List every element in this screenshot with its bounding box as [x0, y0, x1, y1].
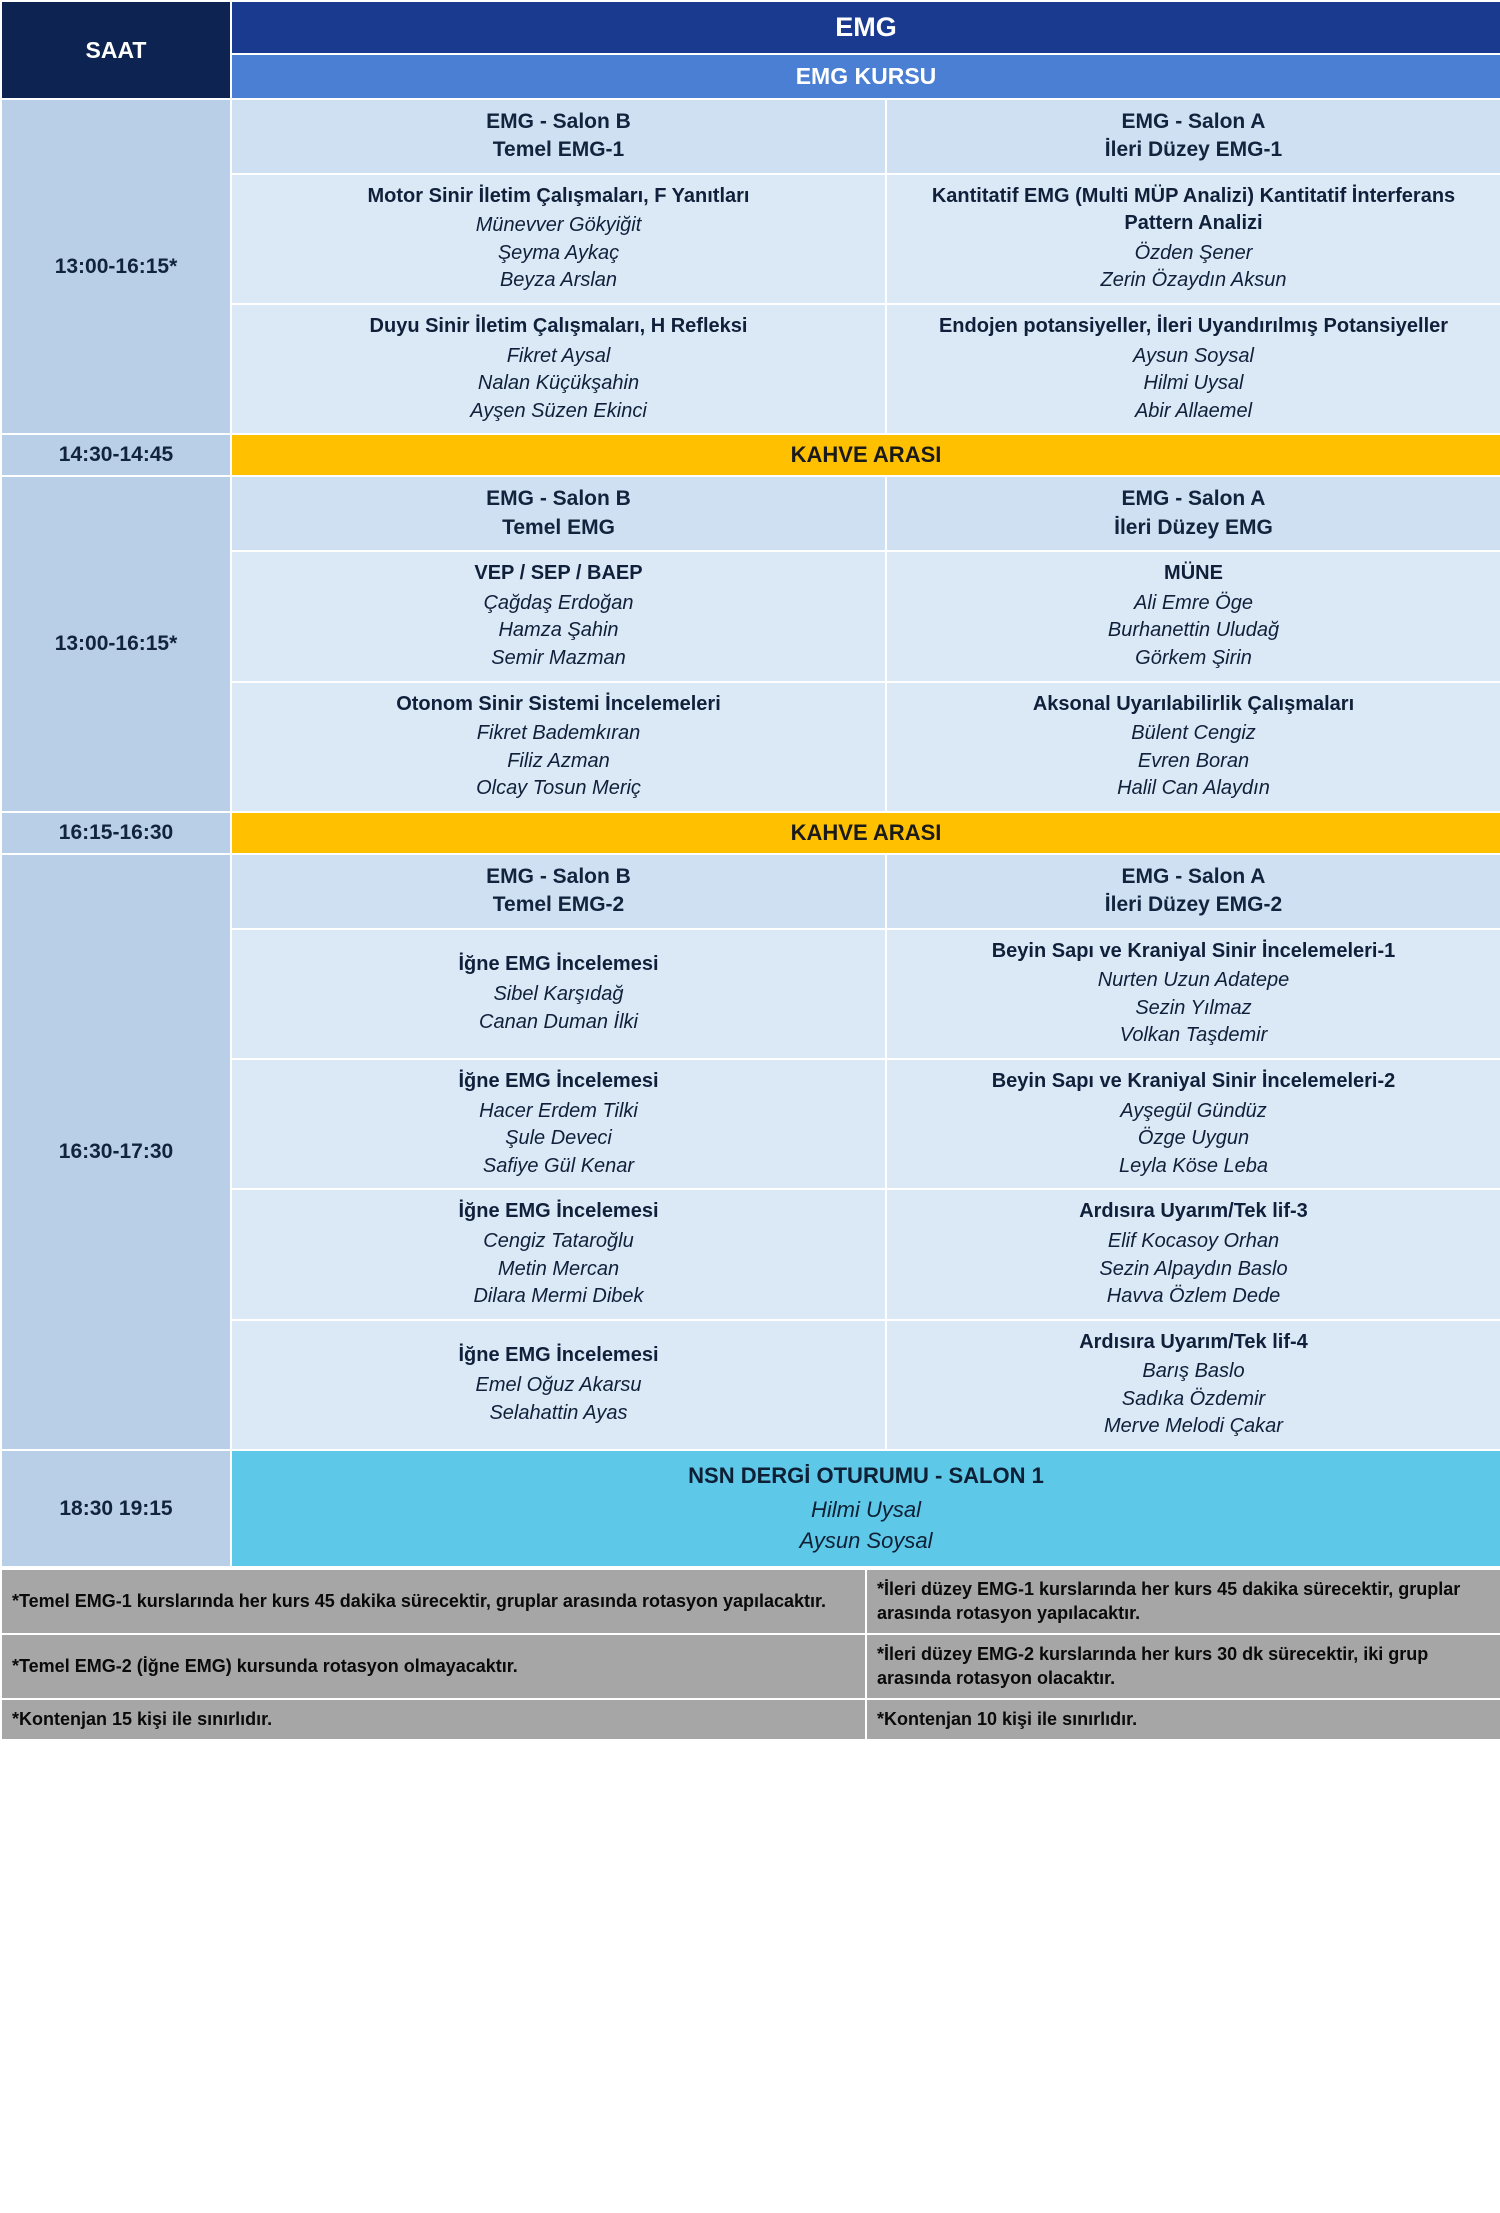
salon-b-header: [231, 476, 886, 551]
note-right: *Kontenjan 10 kişi ile sınırlıdır.: [866, 1699, 1500, 1740]
salon-a-header: [886, 99, 1500, 174]
session-speaker: Sezin Yılmaz: [1135, 996, 1252, 1019]
break-row: [1, 812, 1500, 854]
notes-row: [1, 1569, 1500, 1634]
break-time: 14:30-14:45: [1, 434, 231, 476]
note-left: *Kontenjan 15 kişi ile sınırlıdır.: [1, 1699, 866, 1740]
session-title: İğne EMG İncelemesi: [458, 1200, 659, 1223]
session-speaker: Halil Can Alaydın: [1117, 777, 1270, 800]
session-cell: [886, 304, 1500, 434]
header-emg: EMG: [231, 1, 1500, 54]
session-speaker: Görkem Şirin: [1135, 646, 1252, 669]
salon-a-line2: İleri Düzey EMG-2: [1104, 893, 1283, 917]
nsn-session: [231, 1450, 1500, 1567]
session-title: Ardısıra Uyarım/Tek lif-4: [1079, 1330, 1308, 1353]
session-speaker: Sezin Alpaydın Baslo: [1099, 1257, 1288, 1280]
notes-table: [0, 1568, 1500, 1741]
session-speaker: Çağdaş Erdoğan: [483, 591, 634, 614]
session-speaker: Safiye Gül Kenar: [482, 1154, 635, 1177]
session-speaker: Selahattin Ayas: [489, 1401, 628, 1424]
session-title: Otonom Sinir Sistemi İncelemeleri: [396, 692, 721, 715]
session-speaker: Hacer Erdem Tilki: [479, 1099, 638, 1122]
session-cell: [231, 304, 886, 434]
note-right: *İleri düzey EMG-2 kurslarında her kurs 30 dk sürecektir, iki grup arasında rotasyon olacaktır.: [866, 1634, 1500, 1699]
session-speaker: Sadıka Özdemir: [1121, 1387, 1266, 1410]
session-speaker: Leyla Köse Leba: [1118, 1154, 1268, 1177]
nsn-speaker: Hilmi Uysal: [811, 1496, 921, 1522]
session-cell: [886, 929, 1500, 1059]
session-cell: [231, 929, 886, 1059]
time-cell: 13:00-16:15*: [1, 99, 231, 434]
salon-a-line1: EMG - Salon A: [1121, 487, 1266, 511]
session-title: MÜNE: [1164, 562, 1223, 585]
session-speaker: Evren Boran: [1137, 749, 1250, 772]
salon-b-line1: EMG - Salon B: [486, 864, 631, 888]
nsn-title: NSN DERGİ OTURUMU - SALON 1: [688, 1463, 1044, 1489]
session-title: İğne EMG İncelemesi: [458, 1069, 659, 1092]
salon-b-line2: Temel EMG-2: [492, 893, 625, 917]
session-speaker: Abir Allaemel: [1134, 399, 1253, 422]
salon-b-header: [231, 854, 886, 929]
session-title: Ardısıra Uyarım/Tek lif-3: [1079, 1200, 1308, 1223]
salon-b-line2: Temel EMG: [502, 515, 615, 539]
note-left: *Temel EMG-1 kurslarında her kurs 45 dakika sürecektir, gruplar arasında rotasyon yapılacaktır.: [1, 1569, 866, 1634]
session-speaker: Cengiz Tataroğlu: [483, 1229, 634, 1252]
session-speaker: Bülent Cengiz: [1131, 722, 1256, 745]
time-cell: 13:00-16:15*: [1, 476, 231, 811]
salon-a-header: [886, 854, 1500, 929]
session-cell: [886, 682, 1500, 812]
session-cell: [231, 1189, 886, 1319]
session-speaker: Burhanettin Uludağ: [1107, 619, 1280, 642]
session-speaker: Barış Baslo: [1142, 1360, 1245, 1383]
session-cell: [231, 1059, 886, 1189]
session-speaker: Metin Mercan: [497, 1257, 620, 1280]
break-label: KAHVE ARASI: [231, 434, 1500, 476]
session-title: İğne EMG İncelemesi: [458, 953, 659, 976]
salon-a-line1: EMG - Salon A: [1121, 864, 1266, 888]
session-cell: [231, 1320, 886, 1450]
session-speaker: Emel Oğuz Akarsu: [475, 1374, 642, 1397]
session-speaker: Olcay Tosun Meriç: [476, 777, 641, 800]
session-speaker: Nalan Küçükşahin: [477, 372, 640, 395]
session-speaker: Havva Özlem Dede: [1106, 1285, 1281, 1308]
nsn-speaker: Aysun Soysal: [799, 1527, 933, 1553]
salon-b-line1: EMG - Salon B: [486, 487, 631, 511]
time-cell: 16:30-17:30: [1, 854, 231, 1450]
session-speaker: Fikret Bademkıran: [476, 722, 641, 745]
session-cell: [886, 1320, 1500, 1450]
break-time: 16:15-16:30: [1, 812, 231, 854]
session-speaker: Semir Mazman: [491, 646, 626, 669]
session-title: VEP / SEP / BAEP: [474, 562, 643, 585]
session-title: İğne EMG İncelemesi: [458, 1344, 659, 1367]
table-header-row: [1, 1, 1500, 54]
session-cell: [886, 1189, 1500, 1319]
break-label: KAHVE ARASI: [231, 812, 1500, 854]
session-speaker: Ayşegül Gündüz: [1120, 1099, 1267, 1122]
session-speaker: Ali Emre Öge: [1134, 591, 1253, 614]
session-speaker: Zerin Özaydın Aksun: [1100, 269, 1287, 292]
session-speaker: Nurten Uzun Adatepe: [1097, 969, 1290, 992]
session-cell: [231, 174, 886, 304]
session-speaker: Sibel Karşıdağ: [493, 982, 624, 1005]
header-saat: SAAT: [1, 1, 231, 99]
salon-a-line1: EMG - Salon A: [1121, 110, 1266, 133]
session-title: Duyu Sinir İletim Çalışmaları, H Refleksi: [369, 315, 748, 338]
session-speaker: Özden Şener: [1134, 241, 1253, 264]
table-row: [1, 99, 1500, 174]
session-cell: [231, 682, 886, 812]
salon-b-line2: Temel EMG-1: [492, 138, 625, 162]
session-title: Kantitatif EMG (Multi MÜP Analizi) Kantitatif İnterferans Pattern Analizi: [931, 184, 1456, 235]
session-title: Endojen potansiyeller, İleri Uyandırılmış Potansiyeller: [938, 315, 1449, 338]
salon-a-line2: İleri Düzey EMG-1: [1104, 138, 1283, 162]
session-cell: [886, 174, 1500, 304]
session-speaker: Beyza Arslan: [499, 269, 618, 292]
session-speaker: Ayşen Süzen Ekinci: [470, 399, 647, 422]
session-speaker: Merve Melodi Çakar: [1104, 1415, 1283, 1438]
session-speaker: Filiz Azman: [507, 749, 610, 772]
session-speaker: Özge Uygun: [1137, 1127, 1250, 1150]
session-cell: [886, 551, 1500, 681]
note-right: *İleri düzey EMG-1 kurslarında her kurs 45 dakika sürecektir, gruplar arasında rotasyon yapılacaktır.: [866, 1569, 1500, 1634]
notes-row: [1, 1634, 1500, 1699]
session-speaker: Fikret Aysal: [506, 344, 611, 367]
salon-a-line2: İleri Düzey EMG: [1114, 515, 1273, 539]
session-speaker: Canan Duman İlki: [479, 1010, 638, 1033]
header-emg-kursu: EMG KURSU: [231, 54, 1500, 99]
notes-row: [1, 1699, 1500, 1740]
session-speaker: Aysun Soysal: [1133, 344, 1254, 367]
nsn-time: 18:30 19:15: [1, 1450, 231, 1567]
salon-a-header: [886, 476, 1500, 551]
session-speaker: Hilmi Uysal: [1143, 372, 1244, 395]
session-speaker: Dilara Mermi Dibek: [473, 1285, 644, 1308]
session-title: Aksonal Uyarılabilirlik Çalışmaları: [1032, 692, 1355, 715]
session-speaker: Şeyma Aykaç: [497, 241, 620, 264]
note-left: *Temel EMG-2 (İğne EMG) kursunda rotasyon olmayacaktır.: [1, 1634, 866, 1699]
session-title: Beyin Sapı ve Kraniyal Sinir İncelemeleri-1: [991, 939, 1396, 962]
session-speaker: Hamza Şahin: [498, 619, 619, 642]
table-row: [1, 476, 1500, 551]
session-speaker: Şule Deveci: [505, 1127, 612, 1150]
salon-b-header: [231, 99, 886, 174]
table-row: [1, 854, 1500, 929]
session-title: Motor Sinir İletim Çalışmaları, F Yanıtları: [367, 184, 750, 207]
session-cell: [231, 551, 886, 681]
salon-b-line1: EMG - Salon B: [486, 110, 631, 133]
break-row: [1, 434, 1500, 476]
session-speaker: Elif Kocasoy Orhan: [1107, 1229, 1280, 1252]
session-speaker: Münevver Gökyiğit: [475, 214, 642, 237]
session-speaker: Volkan Taşdemir: [1119, 1024, 1268, 1047]
session-cell: [886, 1059, 1500, 1189]
session-title: Beyin Sapı ve Kraniyal Sinir İncelemeleri-2: [991, 1069, 1396, 1092]
nsn-row: [1, 1450, 1500, 1567]
